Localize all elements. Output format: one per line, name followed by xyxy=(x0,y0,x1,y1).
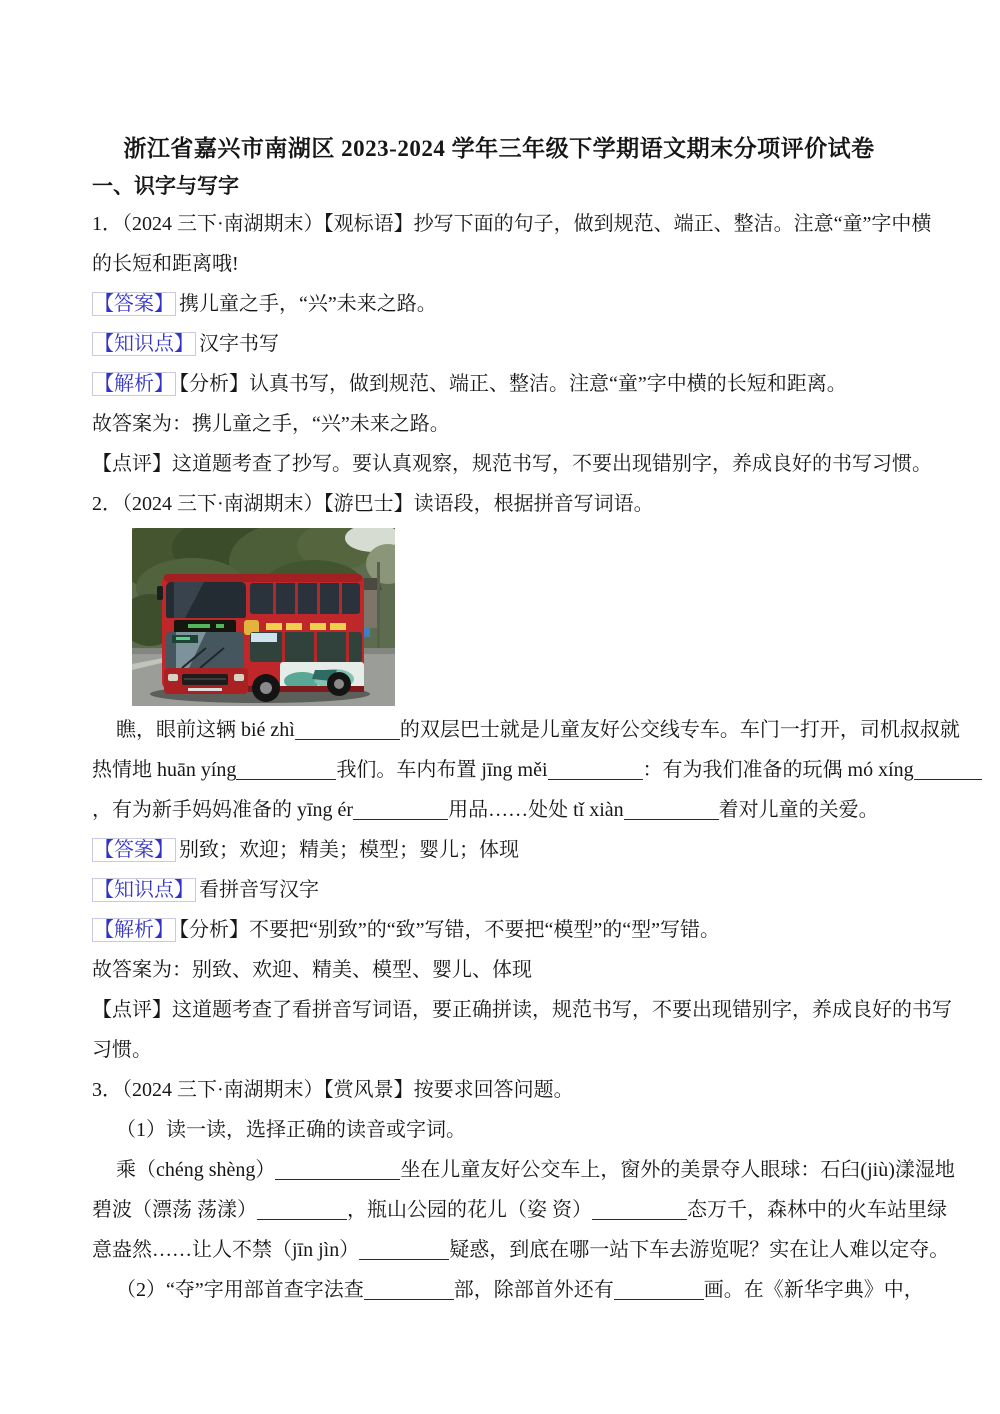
tag-label: 【答案】 xyxy=(94,293,174,315)
text-line xyxy=(92,284,906,324)
text-line xyxy=(92,364,906,404)
text-span: 故答案为：携儿童之手，“兴”未来之路。 xyxy=(92,413,450,435)
text-span: （2）“夺”字用部首查字法查 xyxy=(116,1279,364,1301)
text-span: 碧波（漂荡 荡漾） xyxy=(92,1199,257,1221)
tag-label: 【解析】 xyxy=(94,919,174,941)
text-line xyxy=(92,1030,906,1070)
text-line xyxy=(92,870,906,910)
text-line xyxy=(92,750,914,790)
text-span: 1．（2024 三下·南湖期末）【观标语】抄写下面的句子，做到规范、端正、整洁。注意“童”字中横 xyxy=(92,213,932,235)
text-span: 看拼音写汉字 xyxy=(199,879,319,901)
text-line xyxy=(92,990,952,1030)
text-line xyxy=(92,324,906,364)
text-line xyxy=(92,790,906,830)
text-span: 态万千，森林中的火车站里绿 xyxy=(687,1199,947,1221)
text-span: 热情地 huān yíng xyxy=(92,759,237,781)
text-span: 习惯。 xyxy=(92,1039,152,1061)
text-line xyxy=(92,710,960,750)
text-line xyxy=(92,1190,947,1230)
text-span: 坐在儿童友好公交车上，窗外的美景夺人眼球：石臼(jiù)漾湿地 xyxy=(400,1159,955,1181)
text-span: 故答案为：别致、欢迎、精美、模型、婴儿、体现 xyxy=(92,959,532,981)
text-span: 携儿童之手，“兴”未来之路。 xyxy=(179,293,437,315)
answer-blank xyxy=(624,805,719,820)
text-line xyxy=(92,444,932,484)
text-span: 3．（2024 三下·南湖期末）【赏风景】按要求回答问题。 xyxy=(92,1079,574,1101)
answer-blank xyxy=(364,1285,454,1300)
text-line xyxy=(92,244,906,284)
section-heading: 一、识字与写字 xyxy=(92,174,239,198)
text-span: 意盎然……让人不禁（jīn jìn） xyxy=(92,1239,360,1261)
text-span: 部，除部首外还有 xyxy=(453,1279,614,1301)
tag-label: 【解析】 xyxy=(94,373,174,395)
text-span: 的长短和距离哦! xyxy=(92,253,239,275)
bus-photo xyxy=(132,528,395,706)
answer-blank xyxy=(548,765,643,780)
text-span: 【点评】这道题考查了抄写。要认真观察，规范书写，不要出现错别字，养成良好的书写习惯。 xyxy=(92,453,932,475)
text-line xyxy=(92,1150,955,1190)
answer-blank xyxy=(257,1205,347,1220)
text-span: 着对儿童的关爱。 xyxy=(718,799,879,821)
text-span: ：有为我们准备的玩偶 mó xíng xyxy=(642,759,914,781)
text-span: 我们。车内布置 jīng měi xyxy=(336,759,548,781)
document-title: 浙江省嘉兴市南湖区 2023-2024 学年三年级下学期语文期末分项评价试卷 xyxy=(123,136,875,161)
tag-label: 【答案】 xyxy=(94,839,174,861)
text-line xyxy=(92,1070,906,1110)
answer-blank xyxy=(275,1165,400,1180)
text-line xyxy=(92,910,906,950)
answer-blank xyxy=(236,765,336,780)
text-line xyxy=(92,484,906,524)
text-line xyxy=(92,830,906,870)
text-span: 汉字书写 xyxy=(199,333,279,355)
question-figure xyxy=(132,528,906,706)
text-line xyxy=(92,1110,906,1150)
answer-blank xyxy=(295,725,400,740)
text-line xyxy=(92,1230,950,1270)
answer-blank xyxy=(914,765,982,780)
text-span: 别致；欢迎；精美；模型；婴儿；体现 xyxy=(179,839,519,861)
text-span: 疑惑，到底在哪一站下车去游览呢？实在让人难以定夺。 xyxy=(449,1239,950,1261)
text-line xyxy=(92,1270,924,1310)
answer-blank xyxy=(359,1245,449,1260)
text-span: ，瓶山公园的花儿（姿 资） xyxy=(347,1199,592,1221)
text-span: 【分析】不要把“别致”的“致”写错，不要把“模型”的“型”写错。 xyxy=(179,919,721,941)
text-span: 【分析】认真书写，做到规范、端正、整洁。注意“童”字中横的长短和距离。 xyxy=(179,373,847,395)
answer-blank xyxy=(592,1205,687,1220)
text-line xyxy=(92,950,906,990)
tag-label: 【知识点】 xyxy=(94,879,194,901)
tag-label: 【知识点】 xyxy=(94,333,194,355)
text-span: 2．（2024 三下·南湖期末）【游巴士】读语段，根据拼音写词语。 xyxy=(92,493,654,515)
answer-blank xyxy=(614,1285,704,1300)
answer-blank xyxy=(353,805,448,820)
text-span: 瞧，眼前这辆 bié zhì xyxy=(116,719,295,741)
document-body xyxy=(92,204,960,1310)
text-line xyxy=(92,204,932,244)
text-span: （1）读一读，选择正确的读音或字词。 xyxy=(116,1119,466,1141)
text-span: ，有为新手妈妈准备的 yīng ér xyxy=(92,799,354,821)
text-span: 【点评】这道题考查了看拼音写词语，要正确拼读，规范书写，不要出现错别字，养成良好的书写 xyxy=(92,999,952,1021)
text-span: 画。在《新华字典》中， xyxy=(703,1279,924,1301)
text-span: 的双层巴士就是儿童友好公交线专车。车门一打开，司机叔叔就 xyxy=(399,719,960,741)
text-span: 用品……处处 tǐ xiàn xyxy=(448,799,624,821)
text-span: 乘（chéng shèng） xyxy=(116,1159,276,1181)
text-line xyxy=(92,404,906,444)
